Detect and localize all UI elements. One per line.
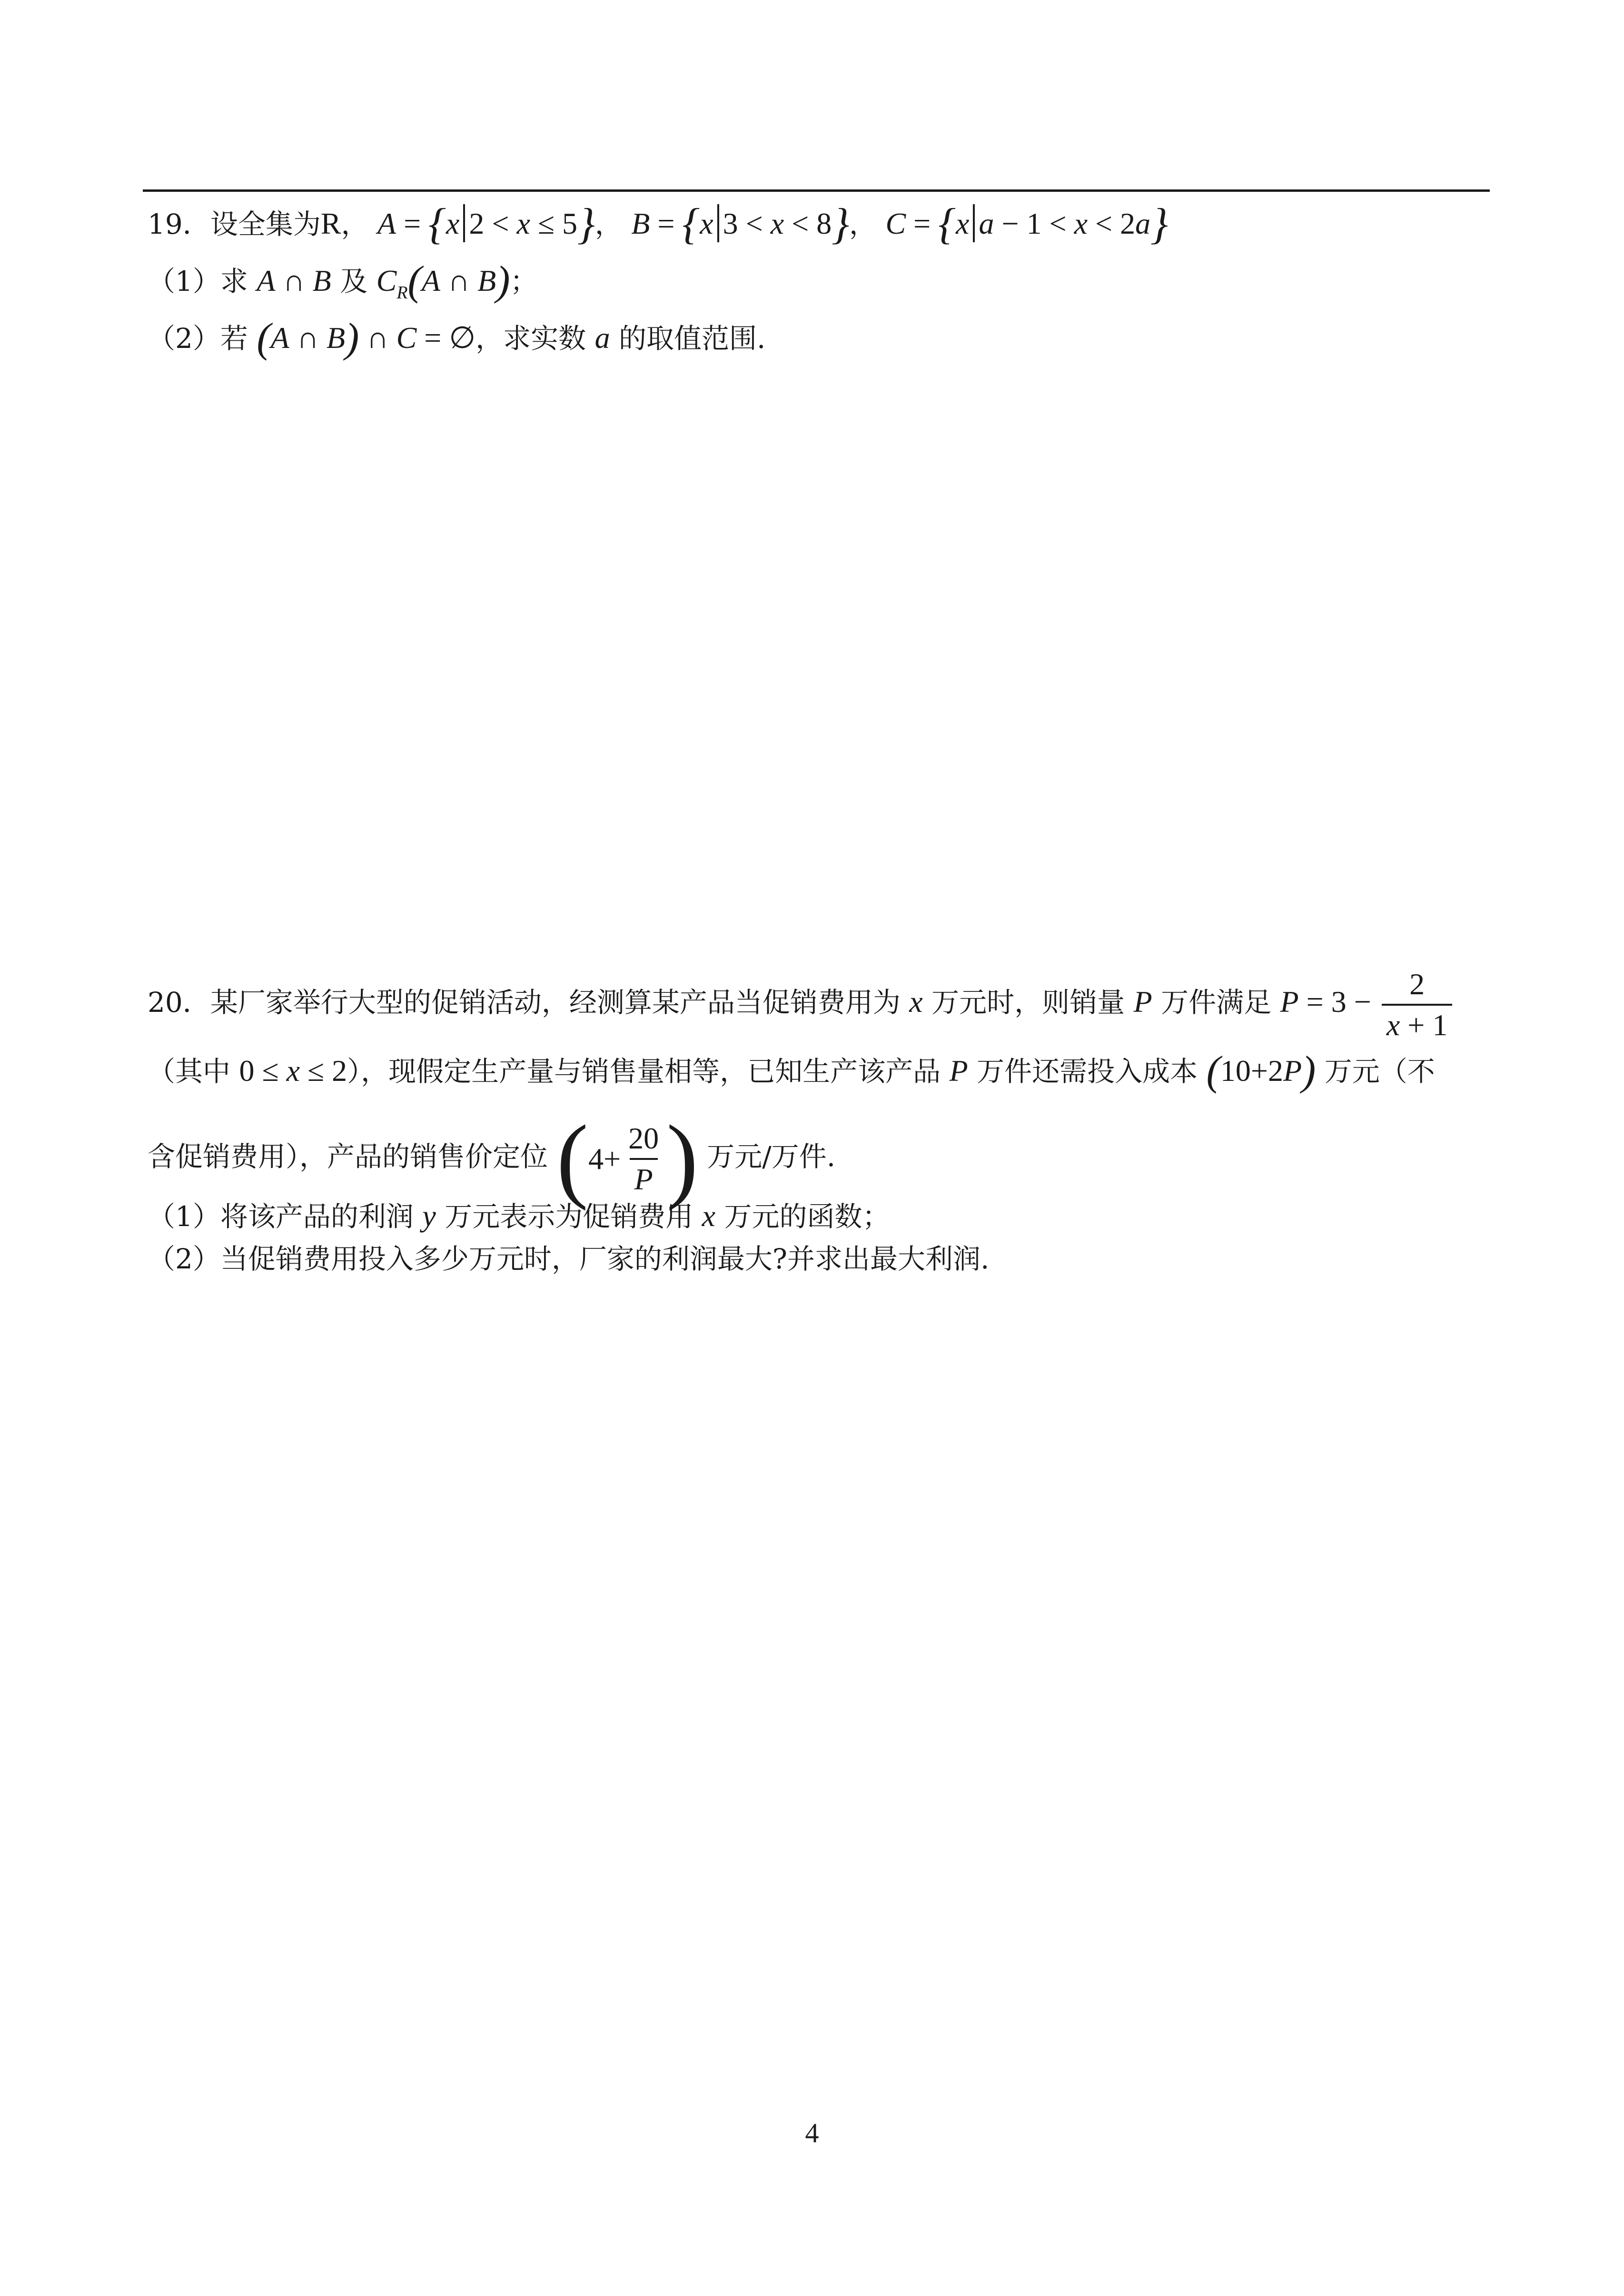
set-a-formula: A = {x 2 < x ≤ 5} [377, 199, 595, 248]
q20-line2: （其中 0 ≤ x ≤ 2），现假定生产量与销售量相等，已知生产该产品 P 万件还需投入成本 (10+2P) 万元（不 [148, 1048, 1435, 1094]
q20-line3: 含促销费用），产品的销售价定位 (4+ $\frac{20}{P}$ ) 万元/万件. [148, 1106, 836, 1211]
a-intersect-b: A ∩ B [257, 264, 331, 297]
set-c-formula: C = {x a − 1 < x < 2a} [885, 199, 1168, 248]
domain-formula: 0 ≤ x ≤ 2 [239, 1054, 347, 1088]
page-number: 4 [805, 2118, 819, 2148]
complement-formula: $C_R(A$ ∩ B) [376, 258, 510, 304]
set-b-formula: B = {x 3 < x < 8} [631, 199, 850, 248]
empty-intersection-formula: (A ∩ B) ∩ C = ∅ [257, 315, 476, 361]
q20-part1: （1）将该产品的利润 y 万元表示为促销费用 x 万元的函数； [148, 1199, 890, 1233]
q19-part1: （1）求 A ∩ B 及 $C_R(A$ ∩ B)； [148, 258, 538, 304]
q20-number: 20． [148, 986, 210, 1019]
q20-line1: 20．某厂家举行大型的促销活动，经测算某产品当促销费用为 x 万元时，则销量 P 万件满足 P = 3 − $\frac{2}{x + 1}$ [148, 961, 1455, 1045]
sales-formula: P = 3 − $\frac{2}{x + 1}$ [1280, 985, 1456, 1019]
q20-part2: （2）当促销费用投入多少万元时，厂家的利润最大?并求出最大利润. [148, 1243, 990, 1275]
q19-universe: R [320, 207, 341, 240]
price-formula: (4+ $\frac{20}{P}$ ) [556, 1106, 698, 1211]
q19-lead: 设全集为 [210, 208, 321, 240]
q19-part2: （2）若 (A ∩ B) ∩ C = ∅，求实数 a 的取值范围. [148, 315, 766, 361]
top-rule [143, 189, 1490, 192]
cost-formula: (10+2P) [1206, 1048, 1316, 1094]
q19-number: 19． [148, 208, 210, 240]
q19-line1: 19．设全集为R， A = {x 2 < x ≤ 5}， B = {x 3 < x < 8}， C = {x a − 1 < x < 2a} [148, 199, 1168, 248]
